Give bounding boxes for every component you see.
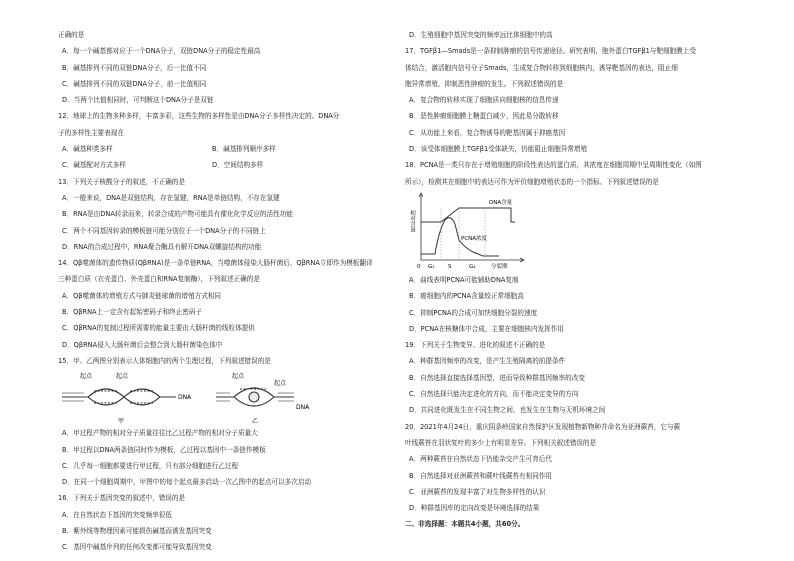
q14-option-d[interactable]: D．QβRNA侵入大肠杆菌后会整合到大肠杆菌染色体中 — [62, 340, 223, 349]
q12-stem-line1: 12．地球上的生物多种多样，丰富多彩，这些生物的多样性是由DNA分子多样性决定的。DNA分 — [58, 112, 340, 121]
q17-stem-line2: 体结合，激活胞内信号分子Smads，生成复合物转移到细胞核内，诱导靶基因的表达，阻止细 — [405, 63, 678, 72]
q19-option-d[interactable]: D．共同进化既发生在不同生物之间，也发生在生物与无机环境之间 — [409, 406, 606, 415]
q15-option-a[interactable]: A．甲过程产物的相对分子质量往往比乙过程产物的相对分子质量大 — [62, 429, 258, 438]
q19-stem: 19．下列关于生物变异、进化的叙述不正确的是 — [405, 341, 546, 350]
left-column — [58, 27, 418, 556]
q11-option-c[interactable]: C．碱基排列不同的双链DNA分子，前一比值相同 — [62, 79, 207, 88]
q18-option-d[interactable]: D．PCNA在核糖体中合成，主要在细胞核内发挥作用 — [409, 324, 564, 333]
yi-label: 乙 — [252, 418, 259, 426]
q18-stem-line2: 所示），检测其在细胞中的表达可作为评价细胞增殖状态的一个指标。下列叙述错误的是 — [405, 177, 659, 186]
q16-option-c[interactable]: C．基因中碱基序列的任何改变都可能导致基因突变 — [62, 543, 212, 552]
q14-option-b[interactable]: B．QβRNA上一定含有起始密码子和终止密码子 — [62, 308, 203, 317]
section-2-heading: 二、非选择题：本题共4小题，共60分。 — [405, 520, 525, 529]
q15-stem: 15．甲、乙两图分别表示人体细胞内的两个生理过程，下列叙述错误的是 — [58, 356, 271, 365]
q18-option-a[interactable]: A．曲线表明PCNA可能辅助DNA复制 — [409, 275, 519, 284]
replication-diagram — [58, 369, 398, 425]
q14-option-c[interactable]: C．QβRNA的复制过程所需要的能量主要由大肠杆菌的线粒体提供 — [62, 324, 255, 333]
q13-option-c[interactable]: C．两个不同基因转录的模板链可能分别位于一个DNA分子的不同链上 — [62, 226, 266, 235]
q18-option-b[interactable]: B．癌细胞内的PCNA含量较正常细胞高 — [409, 292, 524, 301]
q12-option-a[interactable]: A．碱基种类多样 — [62, 145, 113, 154]
q20-option-a[interactable]: A．两种蕨苔在自然状态下仍能杂交产生可育后代 — [409, 455, 552, 464]
q18-figure — [411, 190, 765, 272]
phase-dividers — [441, 208, 485, 260]
q11-option-d[interactable]: D．当两个比值相同时，可判断这个DNA分子是双链 — [62, 96, 214, 105]
q17-option-d[interactable]: D．该受体细胞膜上TGFβ1受体缺失，仍能阻止细胞异常增殖 — [409, 145, 588, 154]
q15-figure — [58, 369, 418, 425]
pcna-curve — [421, 218, 499, 256]
figure-yi — [216, 388, 294, 406]
dna-curve-label: DNA含量 — [489, 199, 513, 206]
q11-option-b[interactable]: B．碱基排列不同的双链DNA分子，后一比值不同 — [62, 63, 207, 72]
yi-origin-label-1: 起点 — [232, 373, 245, 381]
q20-option-d[interactable]: D．种群基因库的定向改变是环境选择的结果 — [409, 504, 540, 513]
q13-stem: 13．下列关于核酸分子的叙述，不正确的是 — [58, 177, 186, 186]
g1-tick-label: G₁ — [428, 263, 435, 270]
figure-jia — [62, 389, 176, 405]
q15-option-c[interactable]: C．几乎每一细胞都要进行甲过程，只有部分细胞进行乙过程 — [62, 461, 239, 470]
origin-label: 0 — [417, 263, 421, 270]
q11-option-a[interactable]: A．每一个碱基都对应于一个DNA分子，双链DNA分子的稳定性最高 — [62, 47, 261, 56]
q14-stem-line2: 三种蛋白质（衣壳蛋白、外壳蛋白和RNA复制酶），下列叙述正确的是 — [58, 275, 260, 284]
q20-stem-line2: 叶线蕨苔在羽状复叶的多少上有明显差异。下列相关叙述错误的是 — [405, 438, 597, 447]
q17-option-c[interactable]: C．从功能上来看，复合物诱导的靶基因属于抑癌基因 — [409, 128, 566, 137]
q12-options-row1 — [58, 141, 418, 157]
q11-stem-tail: 正确的是 — [58, 31, 85, 39]
q12-stem-line2: 子的多样性主要表现在 — [58, 128, 124, 137]
q13-option-b[interactable]: B．RNA是由DNA转录而来，转录合成的产物可能具有催化化学反应的活性功能 — [62, 210, 293, 219]
y-axis-label: 相对含量 — [409, 209, 415, 232]
q17-option-a[interactable]: A．复合物的转移实现了细胞质向细胞核的信息传递 — [409, 96, 559, 105]
q20-option-b[interactable]: B．自然选择对亚洲蕨苔和蕨叶线蕨苔有相同作用 — [409, 471, 552, 480]
q18-stem-line1: 18．PCNA是一类只存在于增殖细胞的阶段性表达的蛋白质，其浓度在细胞周期中呈周期性变化（如图 — [405, 161, 702, 170]
jia-dna-label: DNA — [178, 394, 192, 402]
right-column — [405, 27, 765, 533]
q16-stem: 16．下列关于基因突变的叙述中，错误的是 — [58, 494, 186, 503]
jia-origin-label-1: 起点 — [80, 373, 93, 381]
q20-stem-line1: 20．2021年4月24日，重庆阴条岭国家自然保护区发现植物新物种并命名为亚洲蕨苔，它与蕨 — [405, 422, 681, 431]
jia-origin-label-2: 起点 — [116, 373, 129, 381]
yi-dna-label: DNA — [296, 404, 310, 412]
q15-option-d[interactable]: D．在同一个细胞周期中，甲图中的每个起点最多启动一次乙图中的起点可以多次启动 — [62, 478, 312, 487]
q12-option-d[interactable]: D．空间结构多样 — [212, 161, 264, 170]
m-tick-label: 分裂期 — [491, 263, 508, 270]
q19-option-c[interactable]: C．自然选择只能决定进化的方向，而不能决定变异的方向 — [409, 390, 579, 399]
q12-option-c[interactable]: C．碱基配对方式多样 — [62, 161, 126, 170]
g2-tick-label: G₂ — [469, 263, 476, 270]
q17-option-b[interactable]: B．恶性肿瘤细胞膜上糖蛋白减少，因此易分散转移 — [409, 112, 559, 121]
q19-option-b[interactable]: B．自然选择直接选择基因型，进而导致种群基因频率的改变 — [409, 373, 585, 382]
pcna-cell-cycle-graph — [411, 190, 531, 272]
q16-option-a[interactable]: A．在自然状态下基因的突变频率很低 — [62, 510, 173, 519]
q17-stem-line1: 17．TGFβ1—Smads是一条抑制肿瘤的信号传递途径。研究表明，胞外蛋白TGFβ1与靶细胞膜上受 — [405, 47, 696, 56]
q15-option-b[interactable]: B．甲过程以DNA两条链同时作为模板，乙过程以基因中一条链作模板 — [62, 445, 266, 454]
q12-options-row2 — [58, 157, 418, 173]
q17-stem-line3: 胞异常增殖，抑制恶性肿瘤的发生。下列叙述错误的是 — [405, 79, 564, 88]
q13-option-a[interactable]: A．一般来说，DNA是双链结构，存在氢键，RNA是单链结构，不存在氢键 — [62, 193, 280, 202]
q12-option-b[interactable]: B．碱基排列顺序多样 — [212, 145, 276, 154]
yi-origin-label-2: 起点 — [274, 380, 287, 388]
q14-option-a[interactable]: A．Qβ噬菌体的增殖方式与肺炎链球菌的增殖方式相同 — [62, 291, 221, 300]
q20-option-c[interactable]: C．亚洲蕨苔的发现丰富了对生物多样性的认识 — [409, 487, 546, 496]
dna-content-curve — [421, 208, 515, 222]
q18-option-c[interactable]: C．抑制PCNA的合成可加快细胞分裂的速度 — [409, 308, 538, 317]
q19-option-a[interactable]: A．种群基因频率的改变，是产生生殖隔离的前提条件 — [409, 357, 566, 366]
q16-option-b[interactable]: B．紫外线等物理因素可能损伤碱基而诱发基因突变 — [62, 527, 212, 536]
jia-label: 甲 — [118, 418, 125, 426]
q13-option-d[interactable]: D．RNA的合成过程中，RNA聚合酶具有解开DNA双螺旋结构的功能 — [62, 242, 262, 251]
q16-option-d[interactable]: D．生殖细胞中基因突变的频率远比体细胞中的高 — [409, 31, 553, 39]
pcna-curve-label: PCNA浓度 — [461, 235, 488, 242]
q14-stem-line1: 14．Qβ噬菌体的遗传物质(QβRNA)是一条单链RNA，当噬菌体侵染大肠杆菌后，QβRNA立即作为模板翻译 — [58, 259, 373, 268]
s-tick-label: S — [448, 263, 452, 270]
